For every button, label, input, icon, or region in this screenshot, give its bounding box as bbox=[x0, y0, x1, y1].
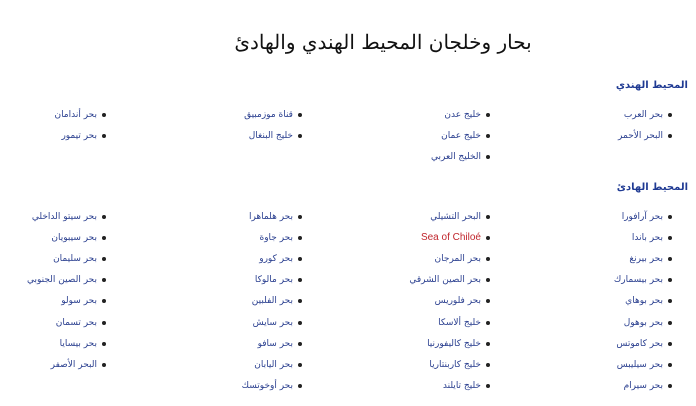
bullet-icon bbox=[102, 257, 106, 261]
list-item bbox=[54, 125, 106, 146]
list-item bbox=[242, 291, 302, 312]
bullet-icon bbox=[102, 215, 106, 219]
sea-link[interactable]: بحر سايش bbox=[252, 317, 293, 328]
list-item bbox=[618, 125, 672, 146]
bullet-icon bbox=[668, 299, 672, 303]
sea-redlink[interactable]: Sea of Chiloé bbox=[420, 231, 481, 243]
list-item bbox=[614, 376, 672, 397]
list-item bbox=[242, 312, 302, 333]
bullet-icon bbox=[668, 278, 672, 282]
bullet-icon bbox=[486, 257, 490, 261]
bullet-icon bbox=[486, 134, 490, 138]
sea-link[interactable]: بحر العرب bbox=[623, 109, 663, 120]
list-item bbox=[614, 227, 672, 248]
sea-link[interactable]: البحر الأصفر bbox=[50, 359, 97, 370]
list-item bbox=[409, 333, 490, 354]
bullet-icon bbox=[298, 236, 302, 240]
list-item bbox=[54, 104, 106, 125]
pacific-col-4 bbox=[27, 206, 106, 376]
list-item bbox=[244, 104, 302, 125]
bullet-icon bbox=[102, 363, 106, 367]
bullet-icon bbox=[298, 113, 302, 117]
sea-link[interactable]: بحر بيسايا bbox=[59, 338, 97, 349]
bullet-icon bbox=[486, 215, 490, 219]
list-item bbox=[409, 376, 490, 397]
list-item bbox=[614, 270, 672, 291]
bullet-icon bbox=[102, 113, 106, 117]
list-item bbox=[409, 227, 490, 248]
bullet-icon bbox=[298, 278, 302, 282]
sea-link[interactable]: بحر سافو bbox=[257, 338, 293, 349]
bullet-icon bbox=[486, 342, 490, 346]
sea-link[interactable]: بحر بيرنغ bbox=[629, 253, 663, 264]
list-item bbox=[409, 354, 490, 375]
sea-link[interactable]: خليج عمان bbox=[441, 130, 481, 141]
bullet-icon bbox=[298, 215, 302, 219]
sea-link[interactable]: بحر الصين الجنوبي bbox=[26, 275, 97, 286]
section-heading-pacific-ocean[interactable]: المحيط الهادئ bbox=[616, 182, 688, 193]
bullet-icon bbox=[102, 134, 106, 138]
sea-link[interactable]: بحر أوخوتسك bbox=[241, 381, 293, 392]
bullet-icon bbox=[668, 236, 672, 240]
bullet-icon bbox=[668, 384, 672, 388]
bullet-icon bbox=[298, 363, 302, 367]
sea-link[interactable]: بحر اليابان bbox=[254, 359, 293, 370]
bullet-icon bbox=[486, 155, 490, 159]
list-item bbox=[27, 291, 106, 312]
list-item bbox=[614, 206, 672, 227]
bullet-icon bbox=[668, 321, 672, 325]
sea-link[interactable]: بحر الصين الشرقي bbox=[409, 275, 481, 286]
sea-link[interactable]: بحر كاموتس bbox=[616, 338, 663, 349]
list-item bbox=[242, 227, 302, 248]
bullet-icon bbox=[668, 113, 672, 117]
list-item bbox=[409, 312, 490, 333]
sea-link[interactable]: بحر أندامان bbox=[54, 109, 97, 120]
sea-link[interactable]: بحر سيليبس bbox=[616, 359, 663, 370]
bullet-icon bbox=[668, 134, 672, 138]
bullet-icon bbox=[298, 342, 302, 346]
sea-link[interactable]: خليج البنغال bbox=[248, 130, 293, 141]
bullet-icon bbox=[298, 257, 302, 261]
bullet-icon bbox=[486, 384, 490, 388]
bullet-icon bbox=[102, 342, 106, 346]
sea-link[interactable]: بحر هلماهرا bbox=[248, 211, 293, 222]
indian-col-3 bbox=[244, 104, 302, 146]
bullet-icon bbox=[298, 321, 302, 325]
list-item bbox=[614, 354, 672, 375]
list-item bbox=[244, 125, 302, 146]
bullet-icon bbox=[668, 215, 672, 219]
list-item bbox=[27, 206, 106, 227]
sea-link[interactable]: خليج عدن bbox=[444, 109, 481, 120]
sea-link[interactable]: بحر بيسمارك bbox=[613, 275, 663, 286]
indian-col-1 bbox=[618, 104, 672, 146]
sea-link[interactable]: قناة موزمبيق bbox=[244, 109, 293, 120]
sea-link[interactable]: البحر الأحمر bbox=[618, 130, 663, 141]
sea-link[interactable]: بحر سليمان bbox=[53, 253, 97, 264]
list-item bbox=[431, 125, 490, 146]
list-item bbox=[614, 248, 672, 269]
bullet-icon bbox=[486, 236, 490, 240]
list-item bbox=[409, 270, 490, 291]
list-item bbox=[409, 206, 490, 227]
bullet-icon bbox=[298, 134, 302, 138]
list-item bbox=[27, 270, 106, 291]
sea-link[interactable]: خليج كاربنتاريا bbox=[429, 359, 481, 370]
sea-link[interactable]: بحر سيرام bbox=[623, 381, 663, 392]
sea-link[interactable]: خليج ألاسكا bbox=[438, 317, 481, 328]
bullet-icon bbox=[486, 299, 490, 303]
list-item bbox=[614, 291, 672, 312]
list-item bbox=[618, 104, 672, 125]
bullet-icon bbox=[102, 321, 106, 325]
sea-link[interactable]: بحر كورو bbox=[259, 253, 293, 264]
section-heading-indian-ocean[interactable]: المحيط الهندي bbox=[615, 80, 688, 91]
sea-link[interactable]: البحر التشيلي bbox=[430, 211, 481, 222]
list-item bbox=[409, 248, 490, 269]
bullet-icon bbox=[102, 236, 106, 240]
list-item bbox=[242, 206, 302, 227]
bullet-icon bbox=[668, 257, 672, 261]
bullet-icon bbox=[486, 278, 490, 282]
list-item bbox=[242, 354, 302, 375]
list-item bbox=[242, 248, 302, 269]
list-item bbox=[27, 248, 106, 269]
sea-link[interactable]: خليج كاليفورنيا bbox=[427, 338, 481, 349]
sea-link[interactable]: بحر تيمور bbox=[61, 130, 97, 141]
sea-link[interactable]: بحر باندا bbox=[631, 232, 663, 243]
bullet-icon bbox=[102, 299, 106, 303]
pacific-col-2 bbox=[409, 206, 490, 397]
sea-link[interactable]: بحر مالوكا bbox=[254, 275, 293, 286]
indian-col-4 bbox=[54, 104, 106, 146]
pacific-col-3 bbox=[242, 206, 302, 397]
list-item bbox=[431, 104, 490, 125]
sea-link[interactable]: بحر سولو bbox=[61, 296, 97, 307]
sea-link[interactable]: بحر فلوريس bbox=[434, 296, 481, 307]
sea-link[interactable]: بحر المرجان bbox=[434, 253, 481, 264]
sea-link[interactable]: بحر سيبويان bbox=[51, 232, 97, 243]
sea-link[interactable]: بحر تسمان bbox=[55, 317, 97, 328]
bullet-icon bbox=[298, 299, 302, 303]
list-item bbox=[242, 376, 302, 397]
list-item bbox=[27, 333, 106, 354]
list-item bbox=[27, 312, 106, 333]
pacific-col-1 bbox=[614, 206, 672, 397]
bullet-icon bbox=[668, 363, 672, 367]
sea-link[interactable]: بحر الفلبين bbox=[251, 296, 293, 307]
list-item bbox=[614, 312, 672, 333]
sea-link[interactable]: بحر سيتو الداخلي bbox=[31, 211, 97, 222]
list-item bbox=[431, 146, 490, 167]
sea-link[interactable]: خليج تايلند bbox=[442, 381, 481, 392]
bullet-icon bbox=[486, 113, 490, 117]
sea-link[interactable]: بحر جاوة bbox=[259, 232, 293, 243]
bullet-icon bbox=[486, 363, 490, 367]
list-item bbox=[242, 270, 302, 291]
list-item bbox=[409, 291, 490, 312]
bullet-icon bbox=[668, 342, 672, 346]
page-title: بحار وخلجان المحيط الهندي والهادئ bbox=[234, 30, 532, 54]
bullet-icon bbox=[102, 278, 106, 282]
bullet-icon bbox=[298, 384, 302, 388]
list-item bbox=[614, 333, 672, 354]
list-item bbox=[242, 333, 302, 354]
bullet-icon bbox=[486, 321, 490, 325]
indian-col-2 bbox=[431, 104, 490, 168]
list-item bbox=[27, 227, 106, 248]
list-item bbox=[27, 354, 106, 375]
sea-link[interactable]: بحر آرافورا bbox=[621, 211, 663, 222]
sea-link[interactable]: الخليج العربي bbox=[431, 151, 481, 162]
sea-link[interactable]: بحر بوهول bbox=[623, 317, 663, 328]
sea-link[interactable]: بحر بوهاي bbox=[625, 296, 663, 307]
